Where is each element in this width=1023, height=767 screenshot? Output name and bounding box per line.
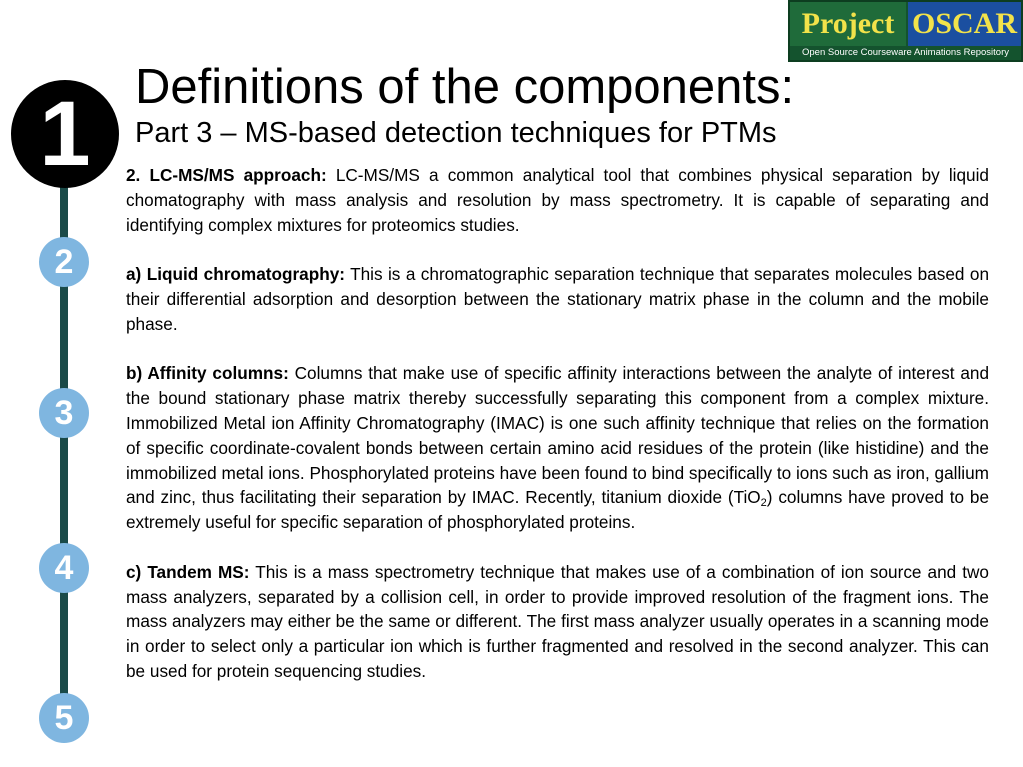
affinity-columns-heading: b) Affinity columns: <box>126 363 289 384</box>
liquid-chromatography-paragraph <box>126 262 989 336</box>
lcms-paragraph <box>126 163 989 237</box>
liquid-chromatography-text: This is a chromatographic separation technique that separates molecules based on their differential adsorption and desorption between the stationary matrix phase in the column and the mobile phase. <box>126 264 989 334</box>
logo-tagline: Open Source Courseware Animations Repository <box>802 47 1009 58</box>
logo-word-project: Project <box>790 2 906 46</box>
lcms-text: LC-MS/MS a common analytical tool that combines physical separation by liquid chomatography with mass analysis and resolution by mass spectrometry. It is capable of separating and identifying complex mixtures for proteomics studies. <box>126 165 989 235</box>
logo-word-oscar: OSCAR <box>908 2 1021 46</box>
lcms-heading: 2. LC-MS/MS approach: <box>126 165 327 185</box>
tandem-ms-text: This is a mass spectrometry technique that makes use of a combination of ion source and two mass analyzers, separated by a collision cell, in order to provide improved resolution of the fragment ions. The mass analyzers may either be the same or different. The first mass analyzer usually operates in a scanning mode in order to select only a particular ion which is further fragmented and resolved in the second analyzer. This can be used for protein sequencing studies. <box>126 561 989 681</box>
affinity-columns-text: Columns that make use of specific affinity interactions between the analyte of interest and the bound stationary phase matrix thereby successfully separating this component from a complex mixture. Immobilized Metal ion Affinity Chromatography (IMAC) is one such affinity technique that relies on the formation of specific coordinate-covalent bonds between certain amino acid residues of the protein (like histidine) and the immobilized metal ions. Phosphorylated proteins have been found to bind specifically to ions such as iron, gallium and zinc, thus facilitating their separation by IMAC. Recently, titanium dioxide (TiO <box>126 363 989 508</box>
step-4-button[interactable]: 4 <box>39 543 89 593</box>
step-5-button[interactable]: 5 <box>39 693 89 743</box>
body-text <box>126 163 989 684</box>
step-1-current[interactable]: 1 <box>11 80 119 188</box>
tandem-ms-heading: c) Tandem MS: <box>126 561 250 582</box>
project-oscar-logo <box>788 0 1023 62</box>
step-3-button[interactable]: 3 <box>39 388 89 438</box>
affinity-columns-paragraph <box>126 361 989 535</box>
tandem-ms-paragraph <box>126 560 989 684</box>
step-2-button[interactable]: 2 <box>39 237 89 287</box>
page-title: Definitions of the components: <box>135 60 795 114</box>
affinity-columns-text-end: ) columns have proved to be extremely useful for specific separation of phosphorylated proteins. <box>126 487 989 533</box>
liquid-chromatography-heading: a) Liquid chromatography: <box>126 264 345 285</box>
logo-wordmark <box>790 2 1021 46</box>
page-subtitle: Part 3 – MS-based detection techniques for PTMs <box>135 117 777 149</box>
tio2-subscript: 2 <box>760 497 767 510</box>
